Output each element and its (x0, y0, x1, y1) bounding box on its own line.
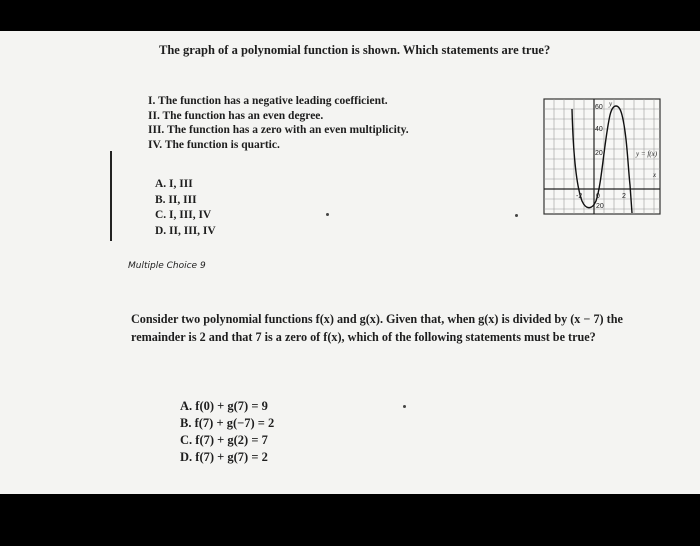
statement-list (148, 94, 409, 152)
x-tick-label: 2 (622, 193, 626, 200)
x-tick-label: 0 (596, 193, 600, 200)
choice-a[interactable]: A. f(0) + g(7) = 9 (180, 399, 268, 413)
statement-4: IV. The function is quartic. (148, 138, 280, 151)
function-label: y = f(x) (636, 150, 658, 158)
choice-b[interactable]: B. f(7) + g(−7) = 2 (180, 416, 275, 430)
x-tick-label: -2 (576, 193, 583, 200)
y-tick-label: 60 (595, 104, 603, 111)
statement-1: I. The function has a negative leading coefficient. (148, 95, 388, 107)
stray-dot (403, 405, 406, 408)
polynomial-graph (540, 97, 665, 217)
y-axis-label: y (609, 100, 613, 108)
stray-dot (515, 214, 518, 217)
choice-b[interactable]: B. II, III (155, 193, 197, 206)
question-1-choices (155, 177, 216, 239)
choice-c[interactable]: C. f(7) + g(2) = 7 (180, 433, 268, 447)
y-tick-label: 20 (596, 203, 604, 210)
question-2-prompt: Consider two polynomial functions f(x) and g(x). Given that, when g(x) is divided by (x − 7) the remainder is 2 and that 7 is a zero of f(x), which of the following statements must be true? (131, 312, 623, 344)
y-tick-label: 40 (595, 126, 603, 133)
x-axis-label: x (653, 171, 657, 179)
choice-c[interactable]: C. I, III, IV (155, 209, 212, 221)
y-tick-label: 20 (595, 150, 603, 157)
choice-a[interactable]: A. I, III (155, 178, 193, 190)
statement-2: II. The function has an even degree. (148, 109, 324, 122)
worksheet-page (0, 31, 700, 494)
question-2-choices (180, 398, 274, 466)
choice-d[interactable]: D. II, III, IV (155, 224, 216, 237)
section-label: Multiple Choice 9 (128, 261, 206, 271)
stray-dot (326, 213, 329, 216)
margin-mark (110, 151, 112, 241)
question-1-prompt: The graph of a polynomial function is shown. Which statements are true? (159, 43, 551, 57)
choice-d[interactable]: D. f(7) + g(7) = 2 (180, 450, 268, 464)
statement-3: III. The function has a zero with an even multiplicity. (148, 124, 409, 136)
